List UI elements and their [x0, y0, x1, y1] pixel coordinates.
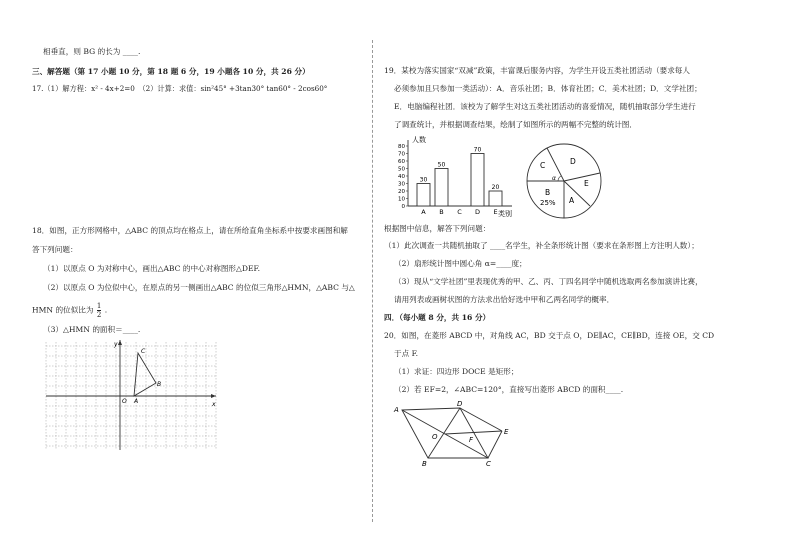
- question-17: 17.（1）解方程：x² - 4x+2=0 （2）计算：求值：sin²45° +3tan30° tan60° - 2cos60°: [32, 84, 328, 93]
- pie-label-c: C: [540, 161, 546, 170]
- y-tick-label: 30: [398, 181, 405, 188]
- label-e: E: [504, 428, 509, 436]
- category-label: B: [439, 208, 444, 216]
- question-18-part1: （1）以原点 O 为对称中心，画出△ABC 的中心对称图形△DEF.: [43, 264, 260, 273]
- pie-label-alpha: α: [552, 175, 556, 182]
- x-axis-title: 类别: [498, 210, 512, 218]
- question-19-line1: 19．某校为落实国家“双减”政策，丰富课后服务内容，为学生开设五类社团活动（要求每人: [384, 66, 690, 75]
- pie-label-e: E: [584, 179, 589, 188]
- ratio-suffix: .: [104, 305, 108, 315]
- question-18-line1: 18．如图，正方形网格中，△ABC 的顶点均在格点上，请在所给直角坐标系中按要求画图和解: [32, 226, 348, 235]
- question-18-part2: （2）以原点 O 为位似中心，在原点的另一侧画出△ABC 的位似三角形△HMN，△ABC 与△: [43, 283, 355, 292]
- y-tick-label: 10: [398, 196, 405, 203]
- label-b: B: [422, 460, 427, 468]
- y-axis-arrow: [118, 340, 122, 345]
- pie-percent-b: 25%: [540, 199, 556, 207]
- triangle-abc: [134, 353, 156, 396]
- category-label: C: [457, 208, 462, 216]
- ratio-numerator: 1: [96, 302, 102, 310]
- section-4-heading: 四．（每小题 8 分，共 16 分）: [384, 313, 491, 322]
- bar: [435, 169, 448, 207]
- rhombus-figure: [392, 398, 522, 468]
- question-19-line3: E．电脑编程社团．该校为了解学生对这五类社团活动的喜爱情况，随机抽取部分学生进行: [394, 102, 696, 111]
- pie-label-b: B: [545, 188, 551, 197]
- question-19-part2: （2）扇形统计图中圆心角 α=____度；: [394, 259, 527, 268]
- question-19-part3-line1: （3）现从“文学社团”里表现优秀的甲、乙、丙、丁四名同学中随机选取两名参加演讲比赛，: [394, 277, 703, 286]
- question-19-prompt: 根据图中信息，解答下列问题：: [384, 224, 491, 233]
- fill-blank-continuation: 相垂直，则 BG 的长为 ____.: [43, 47, 141, 56]
- y-tick-label: 40: [398, 174, 405, 180]
- pie-chart: [518, 140, 610, 222]
- bar-value-label: 70: [473, 146, 482, 154]
- y-tick-label: 20: [398, 189, 405, 195]
- ratio-fraction: [97, 302, 101, 319]
- y-axis-label: y: [114, 341, 118, 348]
- section-3-heading: 三、解答题（第 17 小题 10 分，第 18 题 6 分，19 小题各 10 分，共 26 分）: [32, 67, 310, 76]
- question-20-part2: （2）若 EF=2，∠ABC=120°，直接写出菱形 ABCD 的面积____.: [394, 385, 624, 394]
- column-divider: [372, 40, 373, 522]
- point-c-label: C: [141, 348, 146, 355]
- y-tick-label: 70: [398, 151, 405, 158]
- pie-divider-5: [564, 173, 600, 181]
- bar-value-label: 30: [419, 176, 428, 184]
- y-axis-title: 人数: [412, 136, 426, 144]
- bar: [471, 154, 484, 207]
- bar-layer: [398, 140, 512, 216]
- origin-label: O: [122, 398, 127, 405]
- pie-label-a: A: [569, 196, 575, 205]
- label-f: F: [469, 436, 474, 444]
- bar-value-label: 20: [491, 184, 500, 191]
- y-tick-label: 50: [398, 166, 405, 173]
- y-tick-label: 60: [398, 159, 405, 165]
- x-axis-label: x: [212, 401, 216, 408]
- question-20-line1: 20．如图，在菱形 ABCD 中，对角线 AC，BD 交于点 O，DE∥AC，CE∥BD，连接 OE，交 CD: [384, 331, 715, 340]
- question-19-line2: 必须参加且只参加一类活动）：A．音乐社团；B．体育社团；C．美术社团；D．文学社团；: [394, 84, 702, 93]
- y-tick-label: 0: [401, 204, 405, 210]
- label-d: D: [457, 400, 463, 408]
- question-19-part3-line2: 请用列表或画树状图的方法求出恰好选中甲和乙两名同学的概率．: [394, 295, 615, 304]
- bar-value-label: 50: [437, 161, 446, 169]
- pie-label-d: D: [570, 157, 576, 166]
- point-b-label: B: [157, 381, 162, 388]
- question-19-part1: （1）此次调查一共随机抽取了 ____名学生，补全条形统计图（要求在条形图上方注明人数）；: [384, 241, 699, 250]
- label-a: A: [394, 406, 399, 414]
- y-tick-label: 80: [398, 144, 405, 150]
- x-axis-arrow: [211, 394, 216, 398]
- alpha-arc: [558, 176, 561, 181]
- question-20-line2: 于点 F.: [394, 349, 419, 358]
- ratio-denominator: 2: [96, 311, 102, 319]
- label-o: O: [432, 433, 438, 441]
- coordinate-grid: [40, 338, 220, 456]
- ratio-prefix: HMN 的位似比为: [32, 305, 94, 315]
- bar: [489, 191, 502, 206]
- question-18-part2-ratio: [32, 302, 107, 319]
- question-18-line2: 答下列问题：: [32, 245, 78, 254]
- point-a-label: A: [134, 398, 139, 405]
- label-c: C: [486, 460, 491, 468]
- bar: [417, 184, 430, 207]
- category-label: A: [421, 208, 426, 216]
- category-label: E: [493, 208, 498, 216]
- bar-chart: [380, 134, 520, 220]
- question-19-line4: 了调查统计，并根据调查结果，绘制了如图所示的两幅不完整的统计图．: [394, 120, 637, 129]
- segment-ce: [488, 431, 502, 458]
- question-20-part1: （1）求证：四边形 DOCE 是矩形；: [394, 367, 519, 376]
- category-label: D: [474, 208, 481, 216]
- question-18-part3: （3）△HMN 的面积＝____.: [43, 325, 141, 334]
